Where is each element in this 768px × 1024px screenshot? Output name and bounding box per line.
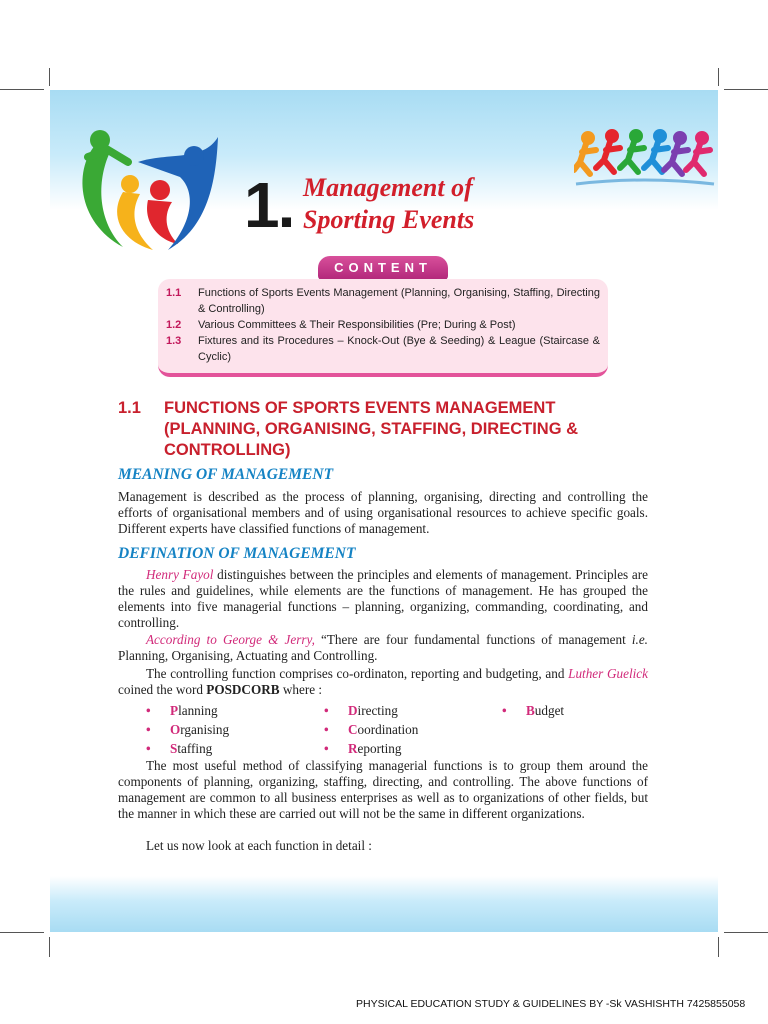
list-item bbox=[324, 701, 418, 720]
ie-abbrev: i.e. bbox=[631, 632, 648, 647]
crop-mark bbox=[0, 932, 44, 933]
word-rest: oordination bbox=[357, 722, 419, 737]
crop-mark bbox=[724, 89, 768, 90]
content-box bbox=[158, 279, 608, 377]
word-rest: eporting bbox=[357, 741, 402, 756]
posdcorb-paragraph bbox=[118, 666, 648, 698]
bullet-icon: • bbox=[324, 741, 329, 756]
bullet-icon: • bbox=[146, 741, 151, 756]
bullet-icon: • bbox=[146, 722, 151, 737]
initial-letter: C bbox=[348, 722, 358, 737]
list-item bbox=[146, 720, 229, 739]
posdcorb-mid: coined the word bbox=[118, 682, 207, 697]
posdcorb-list bbox=[146, 701, 626, 759]
crop-mark bbox=[0, 89, 44, 90]
toc-text: Various Committees & Their Responsibilities (Pre; During & Post) bbox=[198, 319, 516, 331]
list-item bbox=[502, 701, 564, 720]
word-rest: taffing bbox=[177, 741, 213, 756]
bullet-icon: • bbox=[324, 722, 329, 737]
footer-credit: PHYSICAL EDUCATION STUDY & GUIDELINES BY -Sk VASHISHTH 7425855058 bbox=[356, 998, 746, 1010]
chapter-number: 1. bbox=[244, 169, 294, 241]
definition-heading: DEFINATION OF MANAGEMENT bbox=[118, 545, 356, 562]
initial-letter: P bbox=[170, 703, 179, 718]
list-item bbox=[146, 739, 229, 758]
toc-number: 1.1 bbox=[166, 287, 182, 299]
initial-letter: O bbox=[170, 722, 181, 737]
toc-item bbox=[166, 333, 600, 365]
section-heading-line: FUNCTIONS OF SPORTS EVENTS MANAGEMENT bbox=[164, 399, 556, 417]
toc-text: Fixtures and its Procedures – Knock-Out (Bye & Seeding) & League (Staircase & Cyclic) bbox=[198, 335, 600, 363]
toc-number: 1.3 bbox=[166, 335, 182, 347]
crop-mark bbox=[49, 68, 50, 86]
crop-mark bbox=[724, 932, 768, 933]
toc-number: 1.2 bbox=[166, 319, 182, 331]
content-tab: CONTENT bbox=[318, 256, 448, 280]
bullet-column bbox=[324, 701, 418, 758]
word-rest: udget bbox=[534, 703, 565, 718]
initial-letter: B bbox=[526, 703, 535, 718]
word-rest: lanning bbox=[178, 703, 218, 718]
word-rest: irecting bbox=[357, 703, 398, 718]
list-item bbox=[146, 701, 229, 720]
chapter-title-line: Sporting Events bbox=[303, 205, 475, 234]
meaning-paragraph: Management is described as the process of planning, organising, directing and controlling the efforts of organisational members and of using organisational resources to achieve specific goals. Different experts have classified functions of management. bbox=[118, 489, 648, 536]
closing-text: The most useful method of classifying managerial functions is to group them around the components of planning, organizing, staffing, directing, and controlling. The above functions of management are common to all business enterprises as well as to organizations of other fields, but the manner in which these are carried out will not be the same in different organizations. bbox=[118, 758, 648, 821]
footer-band bbox=[50, 876, 718, 932]
section-heading bbox=[118, 398, 638, 461]
posdcorb-end: where : bbox=[279, 682, 323, 697]
section-number: 1.1 bbox=[118, 399, 141, 417]
bullet-icon: • bbox=[502, 703, 507, 718]
george-jerry-text: “There are four fundamental functions of management bbox=[314, 632, 632, 647]
guelick-name: Luther Guelick bbox=[568, 666, 648, 681]
toc-text: Functions of Sports Events Management (Planning, Organising, Staffing, Directing & Controlling) bbox=[198, 287, 600, 315]
posdcorb-intro: The controlling function comprises co-ordinaton, reporting and budgeting, and bbox=[146, 666, 569, 681]
chapter-title-line: Management of bbox=[303, 173, 473, 202]
fayol-name: Henry Fayol bbox=[146, 567, 214, 582]
crop-mark bbox=[718, 68, 719, 86]
sports-figures-logo bbox=[68, 122, 228, 254]
toc-item bbox=[166, 285, 600, 317]
bullet-column bbox=[502, 701, 564, 720]
closing-paragraph-2 bbox=[118, 838, 648, 854]
runners-illustration bbox=[574, 128, 716, 192]
word-rest: rganising bbox=[180, 722, 230, 737]
initial-letter: S bbox=[170, 741, 178, 756]
toc-item bbox=[166, 317, 600, 333]
bullet-column bbox=[146, 701, 229, 758]
chapter-title bbox=[303, 172, 474, 236]
posdcorb-word: POSDCORB bbox=[206, 682, 280, 697]
section-heading-line: (PLANNING, ORGANISING, STAFFING, DIRECTING & bbox=[164, 420, 579, 438]
crop-mark bbox=[718, 937, 719, 957]
george-jerry-name: According to George & Jerry, bbox=[146, 632, 315, 647]
meaning-heading: MEANING OF MANAGEMENT bbox=[118, 466, 334, 483]
crop-mark bbox=[49, 937, 50, 957]
george-jerry-paragraph bbox=[118, 632, 648, 664]
list-item bbox=[324, 720, 418, 739]
initial-letter: R bbox=[348, 741, 358, 756]
fayol-text: distinguishes between the principles and elements of management. Principles are the rules and guidelines, while elements are the functions of management. He has grouped the elements into five managerial functions – planning, organizing, commanding, coordinating, and controlling. bbox=[118, 567, 649, 630]
closing-text-2: Let us now look at each function in detail : bbox=[146, 838, 372, 853]
bullet-icon: • bbox=[324, 703, 329, 718]
george-jerry-end: Planning, Organising, Actuating and Controlling. bbox=[118, 648, 378, 663]
bullet-icon: • bbox=[146, 703, 151, 718]
list-item bbox=[324, 739, 418, 758]
initial-letter: D bbox=[348, 703, 358, 718]
section-heading-line: CONTROLLING) bbox=[164, 441, 291, 459]
closing-paragraph bbox=[118, 758, 648, 822]
fayol-paragraph bbox=[118, 567, 648, 631]
